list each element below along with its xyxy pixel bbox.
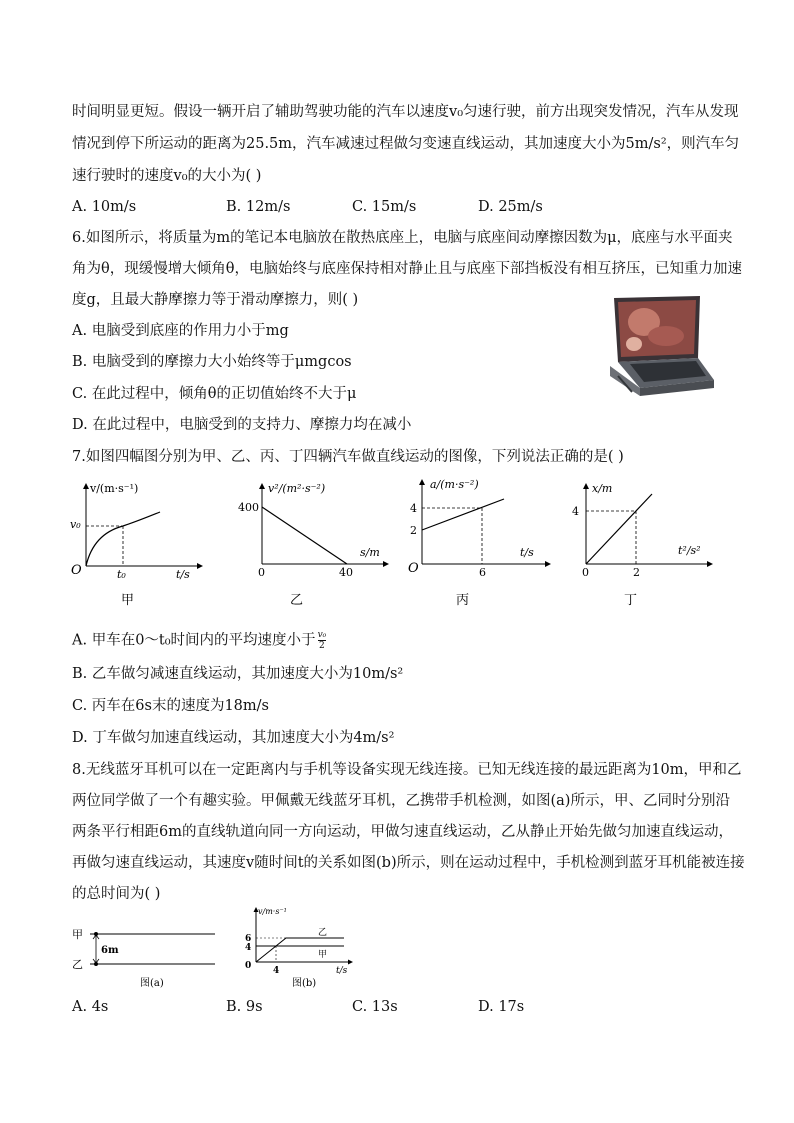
jia-ylabel: v/(m·s⁻¹)	[90, 482, 139, 495]
q8-line-3: 两条平行相距6m的直线轨道向同一方向运动，甲做匀速直线运动，乙从静止开始先做匀加速直线运动，	[72, 824, 733, 840]
jia-y0: v₀	[70, 518, 81, 531]
ding-ytick: 4	[572, 505, 579, 518]
ding-origin: 0	[582, 566, 589, 579]
graph-jia	[68, 478, 208, 613]
fig-a-caption: 图(a)	[140, 978, 164, 989]
q8-line-5: 的总时间为( )	[72, 886, 161, 902]
fig-a-dist: 6m	[101, 945, 119, 956]
q7-option-d: D. 丁车做匀加速直线运动，其加速度大小为4m/s²	[72, 730, 395, 746]
q8-line-2: 两位同学做了一个有趣实验。甲佩戴无线蓝牙耳机，乙携带手机检测，如图(a)所示，甲、乙同时分别沿	[72, 793, 730, 809]
fig-b-yi: 乙	[318, 928, 328, 938]
fig-b-ylabel: v/m·s⁻¹	[258, 907, 287, 916]
bing-caption: 丙	[456, 593, 470, 608]
q6-option-b: B. 电脑受到的摩擦力大小始终等于μmgcos	[72, 354, 352, 370]
ding-xtick: 2	[633, 566, 640, 579]
q8-option-a: A. 4s	[72, 999, 109, 1015]
jia-xlabel: t/s	[176, 568, 190, 581]
q8-line-1: 8.无线蓝牙耳机可以在一定距离内与手机等设备实现无线连接。已知无线连接的最远距离为10m，甲和乙	[72, 762, 742, 778]
ding-ylabel: x/m	[592, 482, 613, 495]
q6-line-1: 6.如图所示，将质量为m的笔记本电脑放在散热底座上，电脑与底座间动摩擦因数为μ，底座与水平面夹	[72, 230, 733, 246]
q5-line-2: 情况到停下所运动的距离为25.5m，汽车减速过程做匀变速直线运动，其加速度大小为5m/s²，则汽车匀	[72, 136, 740, 152]
fig-a-top: 甲	[72, 928, 83, 941]
fig-b-y4: 4	[245, 943, 252, 953]
q7-option-b: B. 乙车做匀减速直线运动，其加速度大小为10m/s²	[72, 666, 404, 682]
bing-ytick-top: 4	[410, 502, 417, 515]
q5-line-3: 速行驶时的速度v₀的大小为( )	[72, 168, 262, 184]
jia-caption: 甲	[121, 593, 135, 608]
q8-option-d: D. 17s	[478, 999, 525, 1015]
yi-ytick: 400	[238, 501, 259, 514]
q7-frac-den: 2	[319, 641, 325, 651]
figure-b-graph	[240, 902, 360, 992]
bing-xtick: 6	[479, 566, 486, 579]
yi-caption: 乙	[290, 593, 304, 608]
q7-option-a-text: A. 甲车在0～t₀时间内的平均速度小于	[72, 632, 316, 649]
fig-b-jia: 甲	[318, 950, 328, 960]
graph-yi	[232, 478, 392, 613]
q7-option-a	[72, 630, 326, 651]
q8-option-c: C. 13s	[352, 999, 398, 1015]
fig-b-origin: 0	[245, 961, 252, 971]
bing-ylabel: a/(m·s⁻²)	[430, 478, 479, 491]
q6-option-a: A. 电脑受到底座的作用力小于mg	[72, 323, 289, 339]
q7-option-c: C. 丙车在6s末的速度为18m/s	[72, 698, 269, 714]
q7-frac-num: v₀	[317, 630, 327, 640]
q8-line-4: 再做匀速直线运动，其速度v随时间t的关系如图(b)所示，则在运动过程中，手机检测到蓝牙耳机能被连接	[72, 855, 745, 871]
laptop-on-stand-image	[604, 292, 716, 402]
yi-xtick: 40	[339, 566, 353, 579]
yi-xlabel: s/m	[360, 546, 380, 559]
q5-line-1: 时间明显更短。假设一辆开启了辅助驾驶功能的汽车以速度v₀匀速行驶，前方出现突发情况，汽车从发现	[72, 104, 739, 120]
fig-b-xlabel: t/s	[336, 966, 348, 976]
q6-option-d: D. 在此过程中，电脑受到的支持力、摩擦力均在减小	[72, 417, 412, 433]
fig-b-x4: 4	[273, 966, 280, 976]
jia-x0: t₀	[117, 568, 126, 581]
q5-option-a: A. 10m/s	[72, 199, 137, 215]
q6-option-c: C. 在此过程中，倾角θ的正切值始终不大于μ	[72, 386, 357, 402]
q5-option-d: D. 25m/s	[478, 199, 543, 215]
fig-b-caption: 图(b)	[292, 978, 317, 989]
fig-a-bottom: 乙	[72, 958, 83, 971]
ding-xlabel: t²/s²	[678, 544, 701, 557]
q7-stem: 7.如图四幅图分别为甲、乙、丙、丁四辆汽车做直线运动的图像，下列说法正确的是( )	[72, 449, 624, 465]
bing-origin: O	[408, 561, 419, 576]
figure-a-tracks	[70, 922, 220, 992]
q5-option-b: B. 12m/s	[226, 199, 291, 215]
bing-ytick-mid: 2	[410, 524, 417, 537]
graph-ding	[568, 478, 718, 613]
q8-option-b: B. 9s	[226, 999, 263, 1015]
graph-bing	[404, 474, 554, 613]
q5-option-c: C. 15m/s	[352, 199, 417, 215]
q6-line-2: 角为θ，现缓慢增大倾角θ，电脑始终与底座保持相对静止且与底座下部挡板没有相互挤压，已知重力加速	[72, 261, 742, 277]
q6-line-3: 度g，且最大静摩擦力等于滑动摩擦力，则( )	[72, 292, 359, 308]
bing-xlabel: t/s	[520, 546, 534, 559]
yi-origin: 0	[258, 566, 265, 579]
yi-ylabel: v²/(m²·s⁻²)	[268, 482, 326, 495]
ding-caption: 丁	[624, 593, 638, 608]
fig-b-y6: 6	[245, 934, 252, 944]
jia-origin: O	[71, 563, 82, 578]
